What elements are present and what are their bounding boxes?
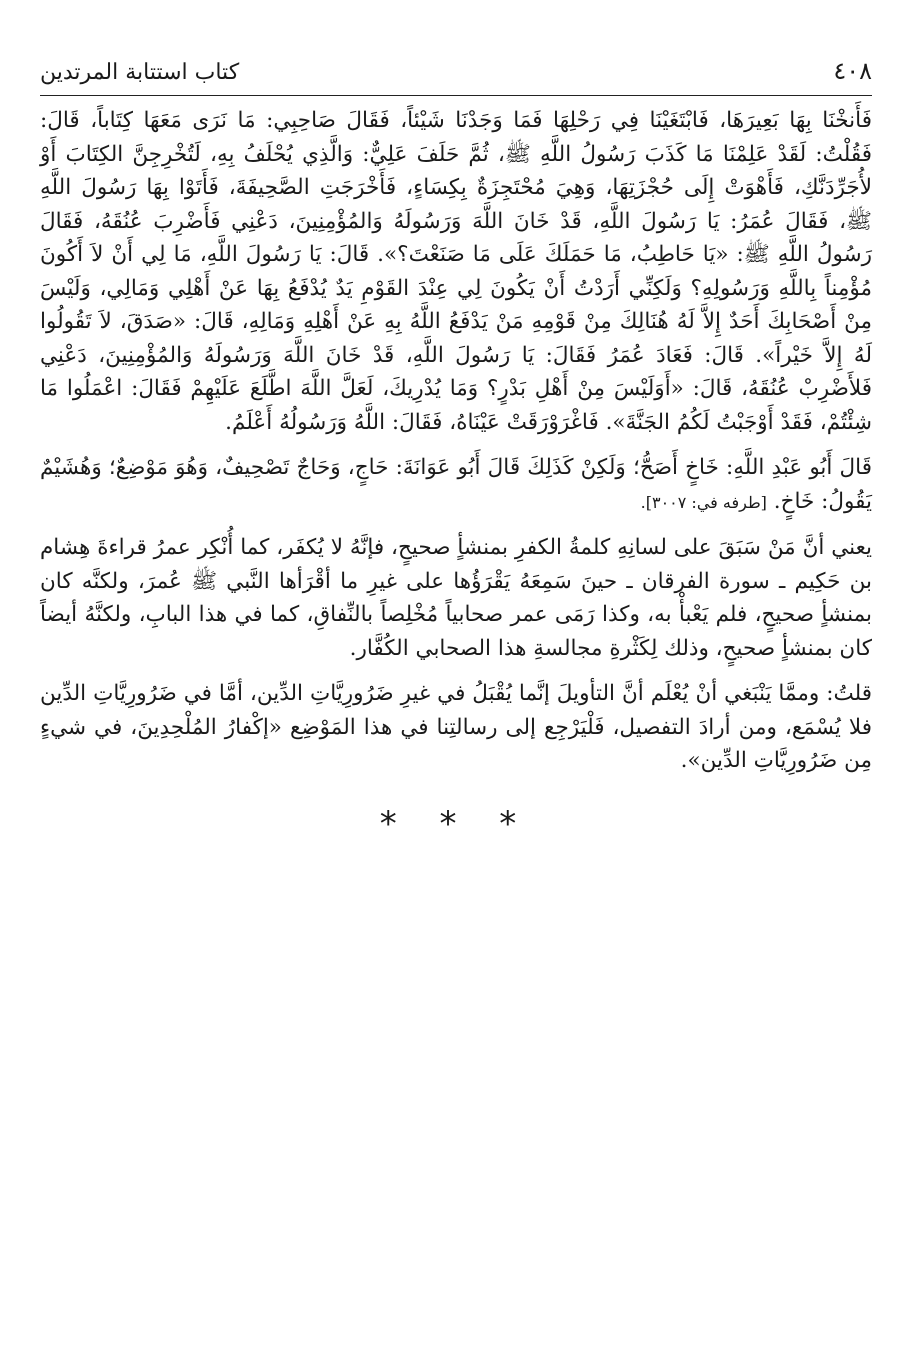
- header-rule: [40, 95, 872, 96]
- page-number: ٤٠٨: [833, 57, 872, 85]
- running-title: كتاب استتابة المرتدين: [40, 60, 240, 85]
- body-text: [40, 104, 872, 844]
- note-text: قَالَ أَبُو عَبْدِ اللَّهِ: خَاخٍ أَصَحُّ؛ وَلَكِنْ كَذَلِكَ قَالَ أَبُو عَوَانَةَ: حَاجٍ، وَحَاجٌ تَصْحِيفٌ، وَهُوَ مَوْضِعٌ؛ وَهُشَيْمٌ يَقُولُ: خَاخٍ.: [40, 455, 872, 514]
- note-paragraph: [40, 451, 872, 519]
- section-separator: * * *: [379, 803, 533, 844]
- page-header: [40, 52, 872, 96]
- commentary-paragraph: يعني أنَّ مَنْ سَبَقَ على لسانِهِ كلمةُ الكفرِ بمنشأٍ صحيحٍ، فإنَّهُ لا يُكفَر، كما أُنْكِر عمرُ قراءةَ هِشام بن حَكِيم ـ سورة الفرقان ـ حينَ سَمِعَهُ يَقْرَؤُها على غيرِ ما أقْرَأها النَّبي ﷺ عُمرَ، ولكنَّه كان بمنشأٍ صحيحٍ، فلم يَعْبأْ به، وكذا رَمَى عمر صحابياً مُخْلِصاً بالنِّفاقِ، كما في هذا البابِ، ولكنَّهُ أيضاً كان بمنشأٍ صحيحٍ، وذلك لِكَثْرةِ مجالسةِ هذا الصحابي الكُفَّار.: [40, 535, 872, 661]
- hadith-paragraph: فَأَنخْنَا بِهَا بَعِيرَهَا، فَابْتَغَيْنَا فِي رَحْلِهَا فَمَا وَجَدْنَا شَيْئاً، فَقَالَ صَاحِبِي: مَا نَرَى مَعَهَا كِتَاباً، قَالَ: فَقُلْتُ: لَقَدْ عَلِمْنَا مَا كَذَبَ رَسُولُ اللَّهِ ﷺ، ثُمَّ حَلَفَ عَلِيٌّ: وَالَّذِي يُحْلَفُ بِهِ، لَتُخْرِجِنَّ الكِتَابَ أَوْ لأُجَرِّدَنَّكِ، فَأَهْوَتْ إِلَى حُجْزَتِهَا، وَهِيَ مُحْتَجِزَةٌ بِكِسَاءٍ، فَأَخْرَجَتِ الصَّحِيفَةَ، فَأَتَوْا بِهَا رَسُولَ اللَّهِ ﷺ، فَقَالَ عُمَرُ: يَا رَسُولَ اللَّهِ، قَدْ خَانَ اللَّهَ وَرَسُولَهُ وَالمُؤْمِنِينَ، دَعْنِي فَأَضْرِبَ عُنُقَهُ، فَقَالَ رَسُولُ اللَّهِ ﷺ: «يَا حَاطِبُ، مَا حَمَلَكَ عَلَى مَا صَنَعْتَ؟». قَالَ: يَا رَسُولَ اللَّهِ، مَا لِي أَنْ لاَ أَكُونَ مُؤْمِناً بِاللَّهِ وَرَسُولِهِ؟ وَلَكِنِّي أَرَدْتُ أَنْ يَكُونَ لِي عِنْدَ القَوْمِ يَدٌ يُدْفَعُ بِهَا عَنْ أَهْلِي وَمَالِي، وَلَيْسَ مِنْ أَصْحَابِكَ أَحَدٌ إِلاَّ لَهُ هُنَالِكَ مِنْ قَوْمِهِ مَنْ يَدْفَعُ اللَّهُ بِهِ عَنْ أَهْلِهِ وَمَالِهِ، قَالَ: «صَدَقَ، لاَ تَقُولُوا لَهُ إِلاَّ خَيْراً». قَالَ: فَعَادَ عُمَرُ فَقَالَ: يَا رَسُولَ اللَّهِ، قَدْ خَانَ اللَّهَ وَرَسُولَهُ وَالمُؤْمِنِينَ، دَعْنِي فَلأَضْرِبْ عُنُقَهُ، قَالَ: «أَوَلَيْسَ مِنْ أَهْلِ بَدْرٍ؟ وَمَا يُدْرِيكَ، لَعَلَّ اللَّهَ اطَّلَعَ عَلَيْهِمْ فَقَالَ: اعْمَلُوا مَا شِئْتُمْ، فَقَدْ أَوْجَبْتُ لَكُمُ الجَنَّةَ». فَاغْرَوْرَقَتْ عَيْنَاهُ، فَقَالَ: اللَّهُ وَرَسُولُهُ أَعْلَمُ.: [40, 108, 872, 435]
- cross-reference: [طرفه في: ٣٠٠٧].: [640, 492, 767, 512]
- conclusion-paragraph: قلتُ: وممَّا يَنْبَغي أنْ يُعْلَم أنَّ التأويلَ إنَّما يُقْبَلُ في غيرِ ضَرُورِيَّاتِ الدِّين، أمَّا في ضَرُورِيَّاتِ الدِّين فلا يُسْمَع، ومن أرادَ التفصيل، فَلْيَرْجِع إلى رسالتِنا في هذا المَوْضِع «إكْفارُ المُلْحِدِينَ، في شيءٍ مِن ضَرُورِيَّاتِ الدِّين».: [40, 681, 872, 773]
